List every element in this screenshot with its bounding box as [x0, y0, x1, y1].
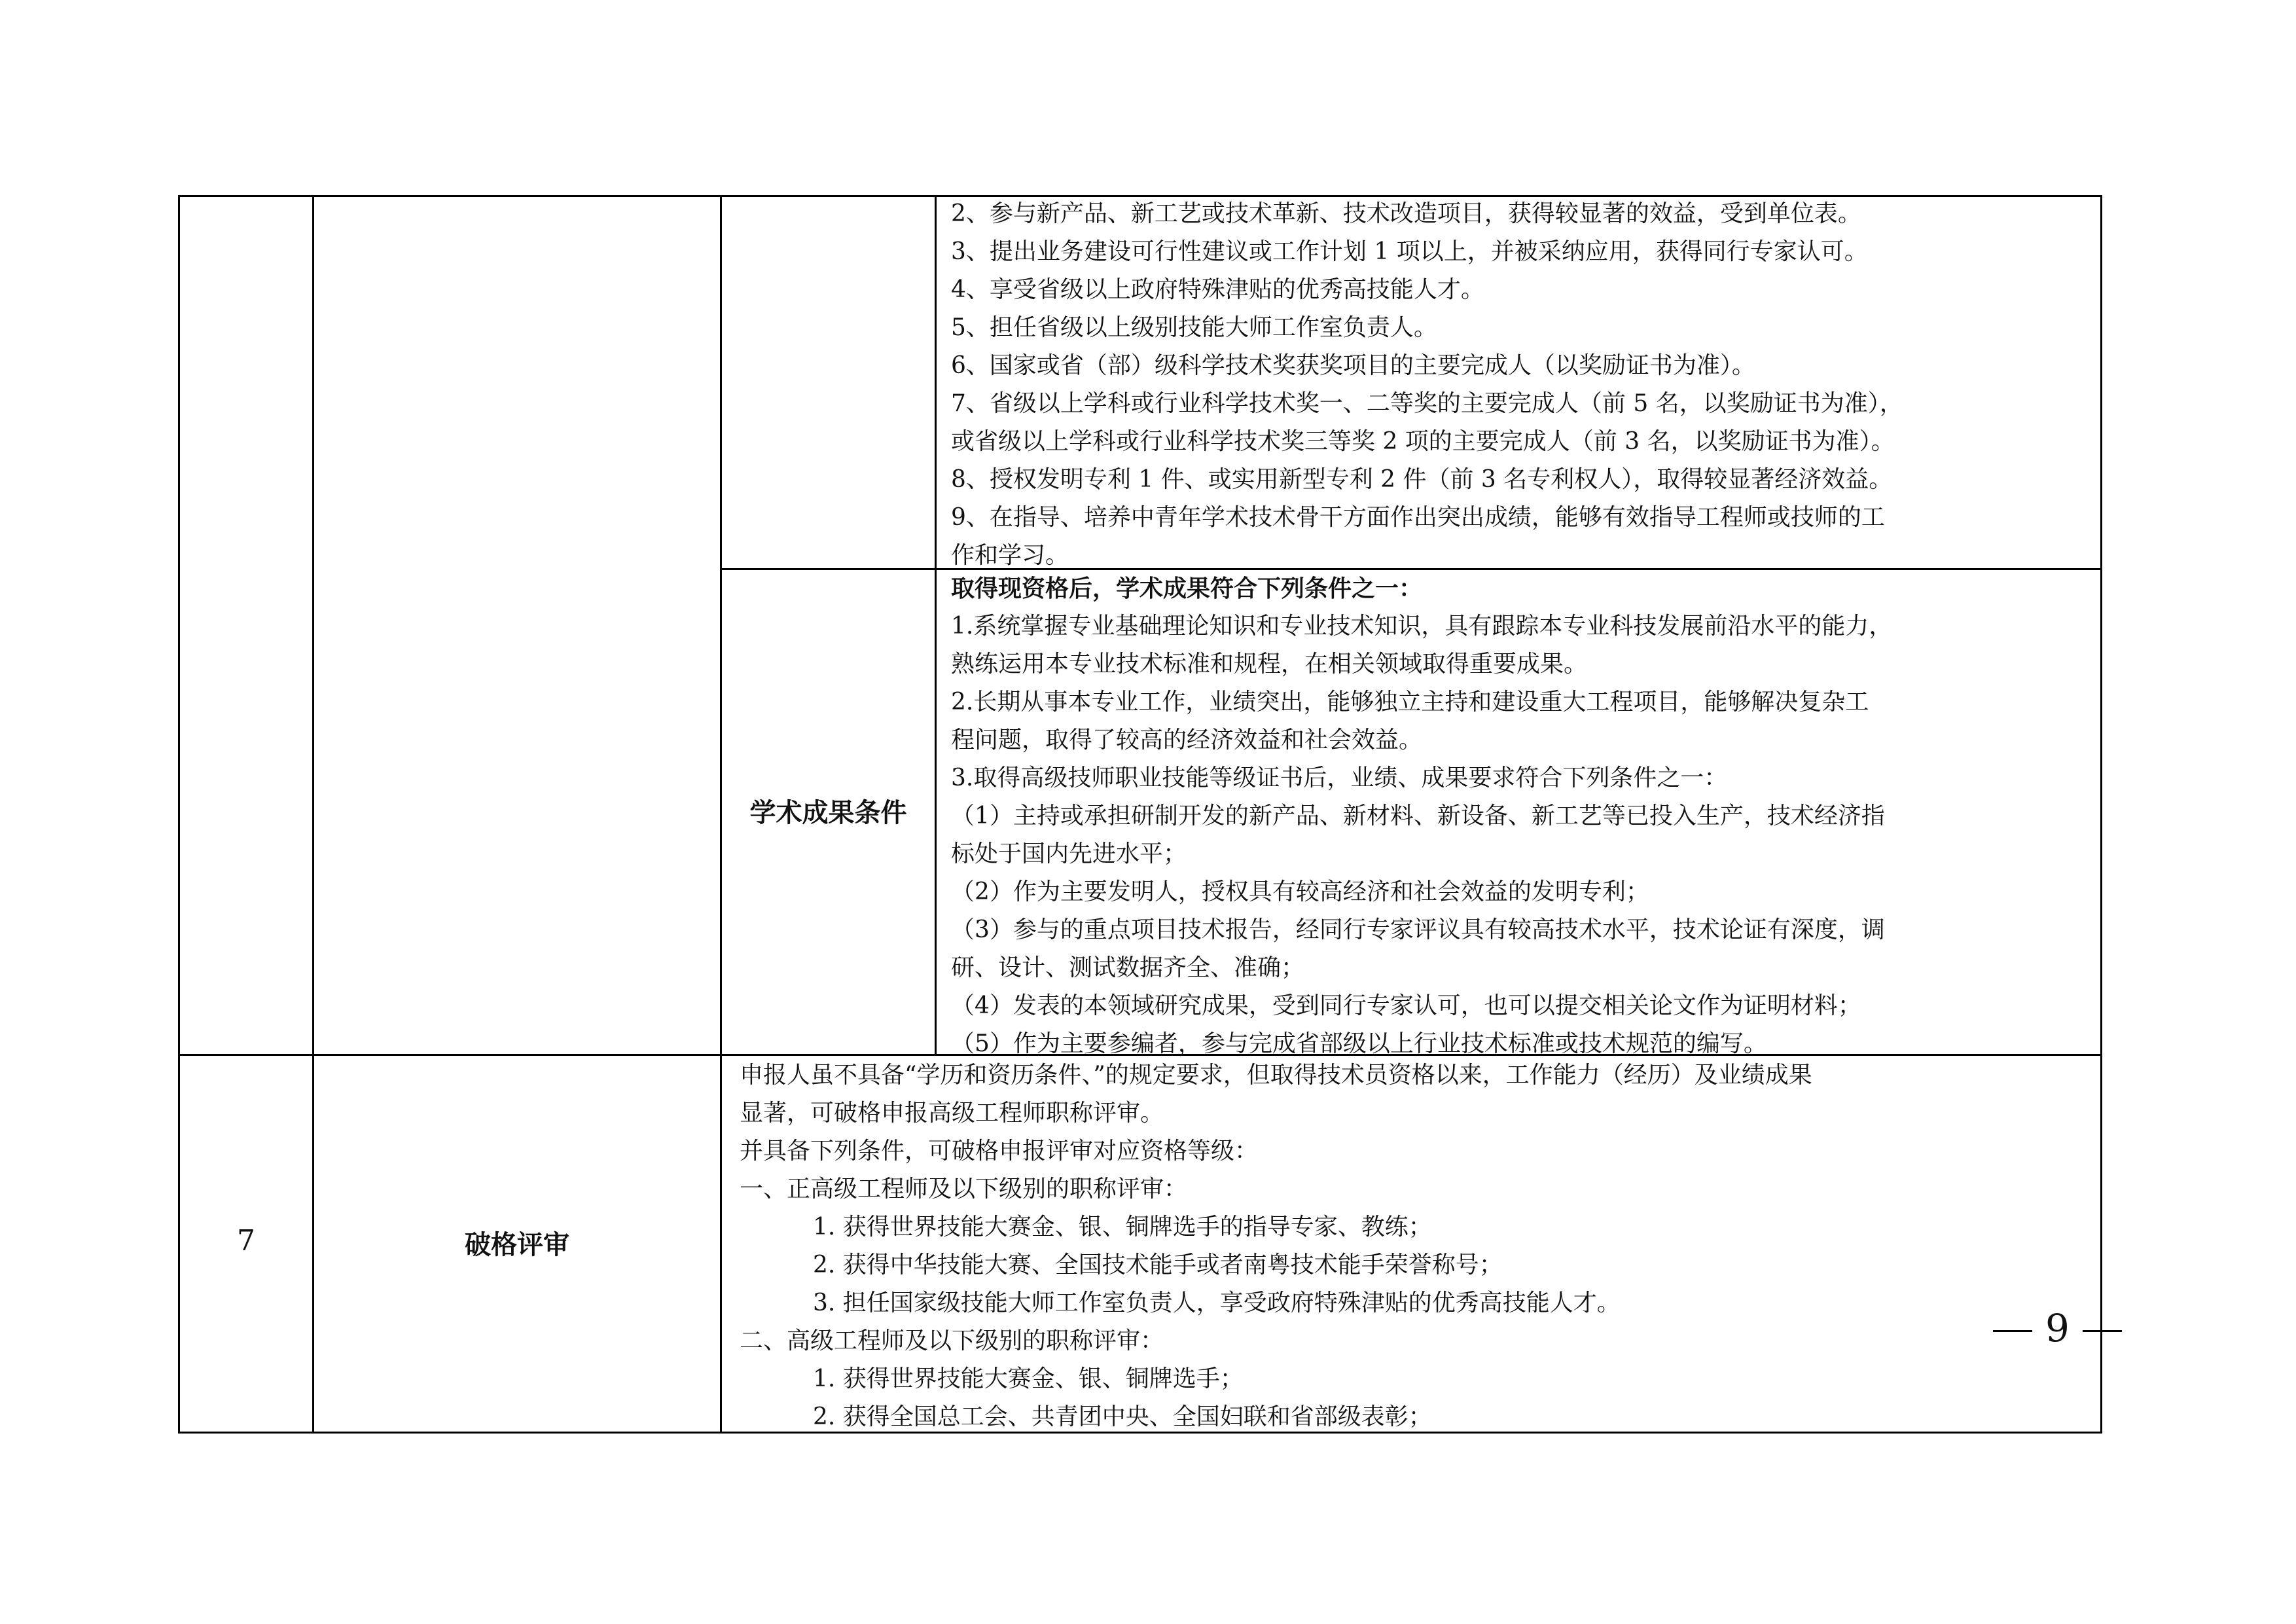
section-c-text [740, 1056, 1812, 1436]
list-item: 3. 担任国家级技能大师工作室负责人，享受政府特殊津贴的优秀高技能人才。 [813, 1290, 1621, 1316]
page-number-value: 9 [2045, 1306, 2070, 1350]
text-line: 二、高级工程师及以下级别的职称评审： [740, 1327, 1164, 1354]
text-line: 标处于国内先进水平； [951, 840, 1187, 867]
list-item: 1. 获得世界技能大赛金、银、铜牌选手； [813, 1365, 1244, 1392]
text-line: 作和学习。 [951, 542, 1069, 569]
page-number [1980, 1306, 2135, 1350]
dash-left [1993, 1330, 2032, 1332]
text-line: 7、省级以上学科或行业科学技术奖一、二等奖的主要完成人（前 5 名，以奖励证书为准）， [951, 390, 1903, 417]
section-b-heading: 取得现资格后，学术成果符合下列条件之一： [951, 575, 1423, 602]
text-line: 5、担任省级以上级别技能大师工作室负责人。 [951, 314, 1437, 341]
text-line: 6、国家或省（部）级科学技术奖获奖项目的主要完成人（以奖励证书为准）。 [951, 352, 1755, 379]
text-line: （3）参与的重点项目技术报告，经同行专家评议具有较高技术水平，技术论证有深度，调 [951, 916, 1885, 943]
text-line: 3、提出业务建设可行性建议或工作计划 1 项以上，并被采纳应用，获得同行专家认可。 [951, 238, 1868, 265]
text-line: 研、设计、测试数据齐全、准确； [951, 954, 1305, 981]
text-line: 8、授权发明专利 1 件、或实用新型专利 2 件（前 3 名专利权人），取得较显著经济效益。 [951, 466, 1893, 493]
text-line: 1.系统掌握专业基础理论知识和专业技术知识，具有跟踪本专业科技发展前沿水平的能力， [951, 613, 1893, 640]
row-number: 7 [237, 1224, 255, 1257]
text-line: （1）主持或承担研制开发的新产品、新材料、新设备、新工艺等已投入生产，技术经济指 [951, 803, 1885, 829]
column-divider-3 [935, 195, 937, 1054]
text-line: 一、正高级工程师及以下级别的职称评审： [740, 1176, 1188, 1202]
dash-right [2083, 1330, 2122, 1332]
text-line: （2）作为主要发明人，授权具有较高经济和社会效益的发明专利； [951, 878, 1649, 905]
text-line: 熟练运用本专业技术标准和规程，在相关领域取得重要成果。 [951, 651, 1588, 677]
text-line: 显著，可破格申报高级工程师职称评审。 [740, 1100, 1164, 1127]
list-item: 1. 获得世界技能大赛金、银、铜牌选手的指导专家、教练； [813, 1214, 1432, 1240]
text-line: 2.长期从事本专业工作，业绩突出，能够独立主持和建设重大工程项目，能够解决复杂工 [951, 689, 1869, 715]
text-line: （5）作为主要参编者，参与完成省部级以上行业技术标准或技术规范的编写。 [951, 1030, 1767, 1057]
list-item: 2. 获得全国总工会、共青团中央、全国妇联和省部级表彰； [813, 1403, 1432, 1430]
text-line: 程问题，取得了较高的经济效益和社会效益。 [951, 727, 1423, 753]
text-line: 4、享受省级以上政府特殊津贴的优秀高技能人才。 [951, 276, 1484, 303]
text-line: 3.取得高级技师职业技能等级证书后，业绩、成果要求符合下列条件之一： [951, 765, 1728, 791]
academic-results-label: 学术成果条件 [749, 797, 907, 828]
text-line: 或省级以上学科或行业科学技术奖三等奖 2 项的主要完成人（前 3 名，以奖励证书为准）。 [951, 428, 1895, 455]
section-b-text [951, 569, 1892, 1063]
text-line: 申报人虽不具备“学历和资历条件、”的规定要求，但取得技术员资格以来，工作能力（经历）及业绩成果 [740, 1062, 1812, 1089]
list-item: 2. 获得中华技能大赛、全国技术能手或者南粤技术能手荣誉称号； [813, 1252, 1503, 1278]
exceptional-review-label: 破格评审 [465, 1229, 569, 1260]
section-a-text [951, 195, 1903, 575]
text-line: 2、参与新产品、新工艺或技术革新、技术改造项目，获得较显著的效益，受到单位表。 [951, 200, 1861, 227]
text-line: 9、在指导、培养中青年学术技术骨干方面作出突出成绩，能够有效指导工程师或技师的工 [951, 504, 1885, 531]
text-line: 并具备下列条件，可破格申报评审对应资格等级： [740, 1138, 1259, 1164]
text-line: （4）发表的本领域研究成果，受到同行专家认可，也可以提交相关论文作为证明材料； [951, 992, 1861, 1019]
